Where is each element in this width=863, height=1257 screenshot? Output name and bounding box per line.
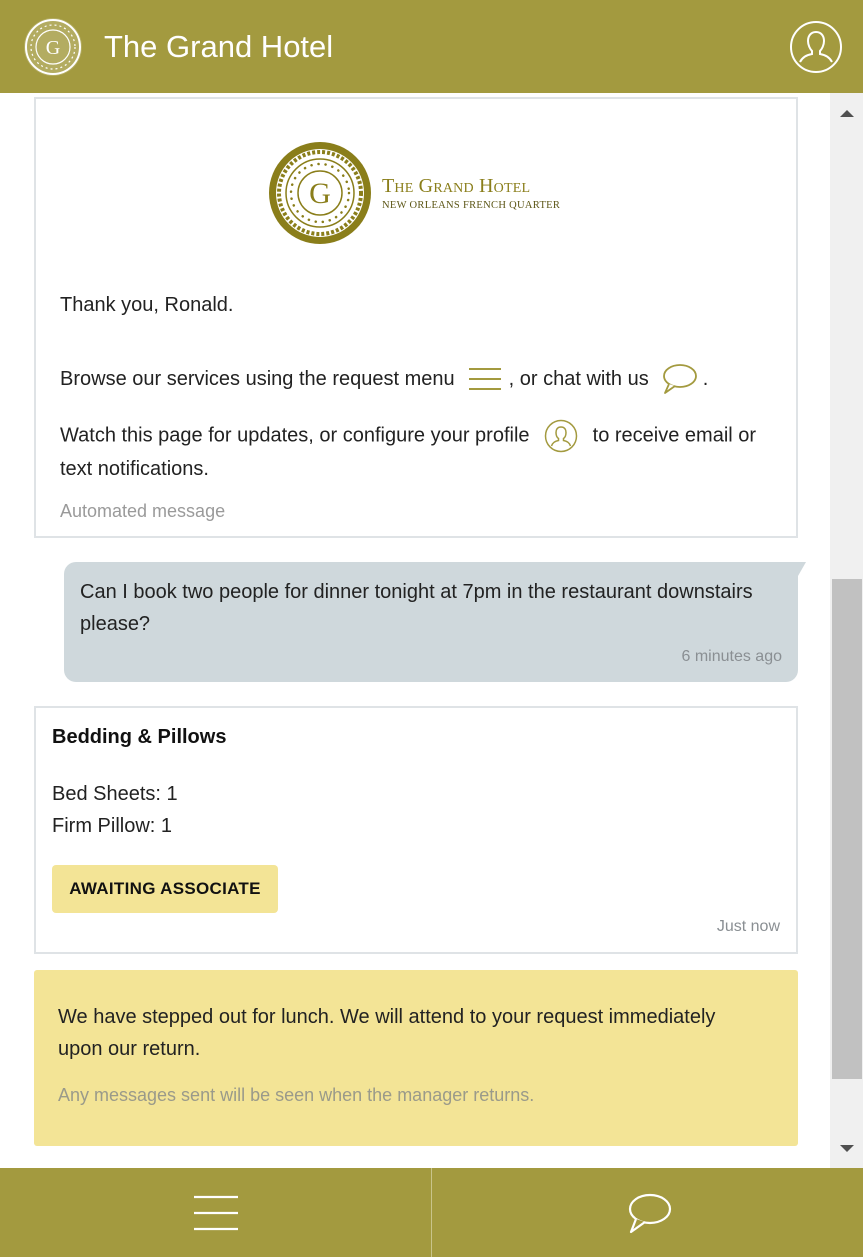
away-subtext: Any messages sent will be seen when the manager returns. — [58, 1085, 535, 1105]
automated-message-label: Automated message — [60, 501, 226, 521]
user-message-time: 6 minutes ago — [681, 648, 782, 665]
request-card[interactable] — [34, 706, 798, 954]
request-title: Bedding & Pillows — [52, 726, 227, 748]
watch-suffix: to receive email or text notifications. — [60, 424, 757, 480]
scrollbar-thumb[interactable] — [832, 579, 862, 1079]
request-item: Bed Sheets: 1 — [52, 783, 178, 805]
hotel-seal-icon — [266, 139, 374, 247]
hamburger-menu-icon — [192, 1193, 240, 1233]
brand-text — [382, 175, 560, 211]
message-feed[interactable] — [0, 93, 863, 1168]
user-message-bubble — [64, 562, 798, 682]
watch-prefix: Watch this page for updates, or configure your profile — [60, 424, 530, 447]
menu-icon — [465, 364, 505, 394]
chat-icon — [659, 362, 699, 396]
brand-subtitle: NEW ORLEANS FRENCH QUARTER — [382, 200, 561, 211]
scroll-down-arrow-icon[interactable] — [840, 1145, 854, 1152]
scroll-up-arrow-icon[interactable] — [840, 110, 854, 117]
hotel-brand — [266, 139, 586, 249]
away-message: We have stepped out for lunch. We will attend to your request immediately upon our return. — [58, 1006, 716, 1060]
greeting-text: Thank you, Ronald. — [60, 294, 234, 316]
user-message-text: Can I book two people for dinner tonight at 7pm in the restaurant downstairs please? — [80, 581, 753, 635]
away-notice — [34, 970, 798, 1146]
browse-prefix: Browse our services using the request menu — [60, 368, 455, 390]
user-profile-icon[interactable] — [789, 20, 843, 74]
bottom-navigation — [0, 1168, 863, 1257]
profile-icon — [543, 419, 579, 453]
app-title: The Grand Hotel — [104, 29, 334, 64]
watch-instructions — [60, 419, 760, 485]
app-header — [0, 0, 863, 93]
request-menu-button[interactable] — [0, 1168, 431, 1257]
logo-letter: G — [45, 37, 61, 59]
seal-letter: G — [309, 177, 331, 210]
welcome-card — [34, 97, 798, 538]
scrollbar[interactable] — [830, 93, 863, 1168]
chat-bubble-icon — [623, 1190, 673, 1236]
browse-middle: , or chat with us — [508, 368, 649, 390]
status-badge: AWAITING ASSOCIATE — [52, 865, 278, 913]
browse-instructions — [60, 362, 708, 396]
hotel-logo-icon — [23, 17, 83, 77]
request-time: Just now — [716, 918, 780, 935]
chat-button[interactable] — [432, 1168, 863, 1257]
request-item: Firm Pillow: 1 — [52, 815, 173, 837]
brand-name: The Grand Hotel — [382, 175, 531, 197]
browse-suffix: . — [702, 368, 709, 390]
